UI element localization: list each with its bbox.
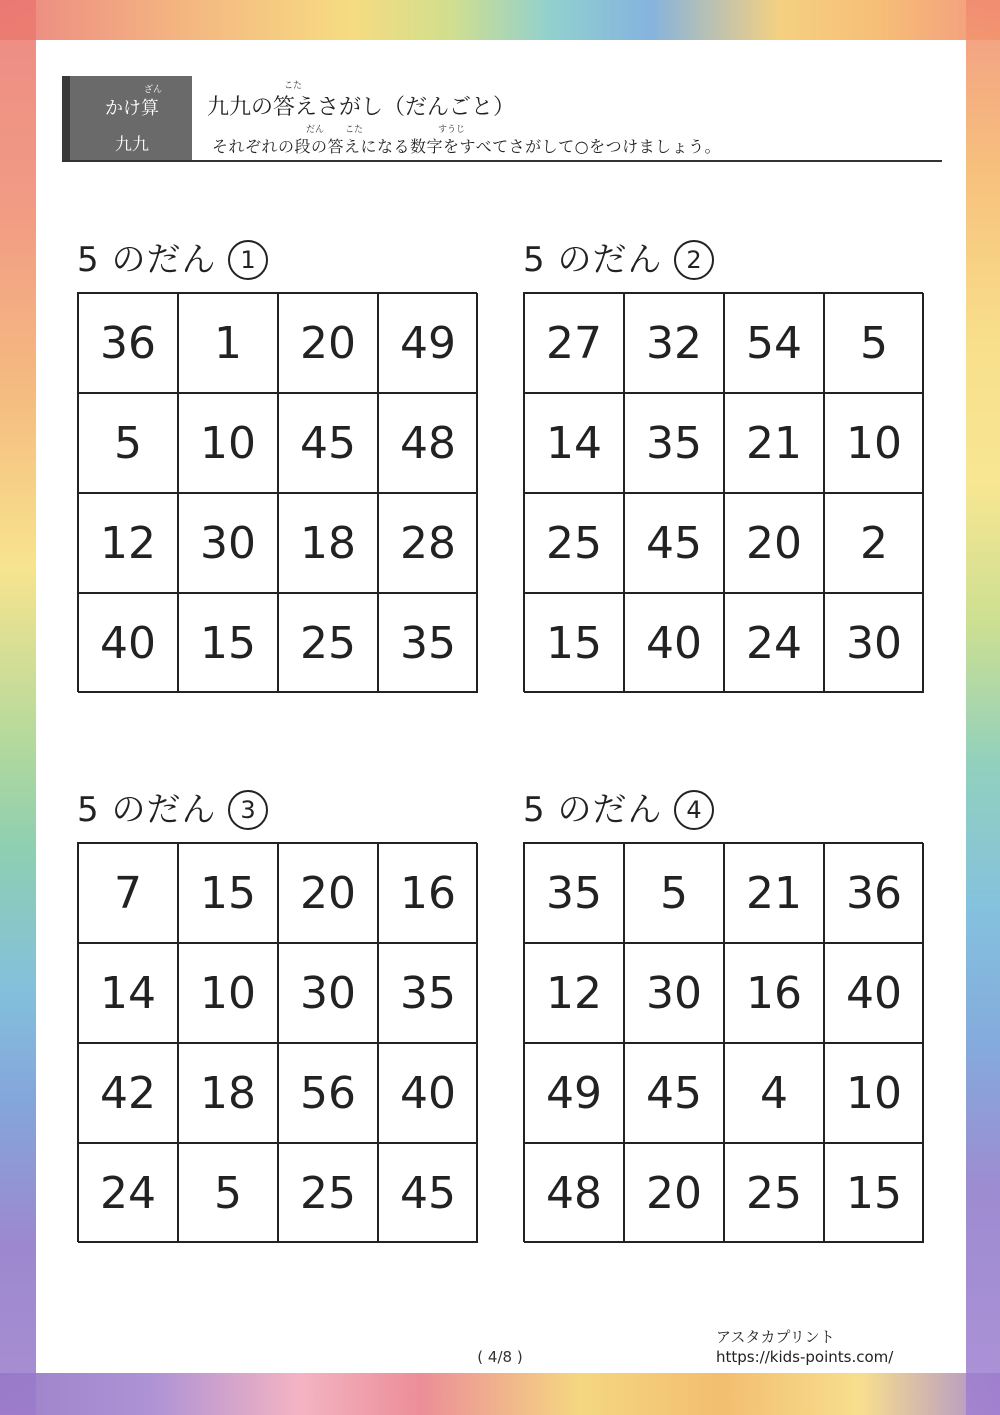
puzzle-title: [77, 232, 268, 281]
grid-cell[interactable]: 21: [724, 843, 824, 943]
rainbow-frame-right: [966, 0, 1000, 1415]
instruction-ruby-dan: だん: [306, 125, 325, 135]
grid-cell[interactable]: 20: [278, 843, 378, 943]
grid-cell[interactable]: 25: [278, 593, 378, 693]
grid-cell[interactable]: 18: [178, 1043, 278, 1143]
grid-cell[interactable]: 27: [524, 293, 624, 393]
grid-cell[interactable]: 48: [378, 393, 478, 493]
puzzle-number-badge: 2: [674, 240, 714, 280]
grid-cell[interactable]: 20: [724, 493, 824, 593]
grid-cell[interactable]: 14: [524, 393, 624, 493]
grid-cell[interactable]: 28: [378, 493, 478, 593]
grid-cell[interactable]: 16: [378, 843, 478, 943]
grid-cell[interactable]: 42: [78, 1043, 178, 1143]
grid-cell[interactable]: 48: [524, 1143, 624, 1243]
grid-cell[interactable]: 5: [178, 1143, 278, 1243]
category-label: かけ算: [105, 98, 159, 119]
grid-cell[interactable]: 30: [824, 593, 924, 693]
grid-cell[interactable]: 15: [524, 593, 624, 693]
grid-cell[interactable]: 24: [78, 1143, 178, 1243]
instruction-ruby-suuji: すうじ: [438, 125, 466, 135]
grid-cell[interactable]: 54: [724, 293, 824, 393]
grid-cell[interactable]: 20: [624, 1143, 724, 1243]
grid-cell[interactable]: 45: [624, 493, 724, 593]
grid-cell[interactable]: 18: [278, 493, 378, 593]
grid-cell[interactable]: 35: [378, 943, 478, 1043]
grid-cell[interactable]: 56: [278, 1043, 378, 1143]
grid-cell[interactable]: 49: [378, 293, 478, 393]
grid-cell[interactable]: 12: [524, 943, 624, 1043]
grid-cell[interactable]: 25: [724, 1143, 824, 1243]
grid-cell[interactable]: 30: [178, 493, 278, 593]
title-ruby: こた: [284, 81, 303, 91]
grid-cell[interactable]: 35: [624, 393, 724, 493]
grid-cell[interactable]: 15: [824, 1143, 924, 1243]
grid-cell[interactable]: 24: [724, 593, 824, 693]
number-grid: [77, 842, 477, 1242]
subcategory-label: 九九: [115, 135, 149, 155]
grid-cell[interactable]: 20: [278, 293, 378, 393]
grid-cell[interactable]: 25: [524, 493, 624, 593]
number-grid: [523, 842, 923, 1242]
grid-cell[interactable]: 36: [78, 293, 178, 393]
rainbow-frame-top: [0, 0, 1000, 40]
instruction-text: それぞれの段の答えになる数字をすべてさがして○をつけましょう。: [212, 137, 722, 156]
brand-name: アスタカプリント: [716, 1328, 835, 1346]
grid-cell[interactable]: 32: [624, 293, 724, 393]
grid-cell[interactable]: 5: [78, 393, 178, 493]
puzzle-title-text: 5 のだん: [77, 790, 217, 830]
instruction-ruby-kota: こた: [345, 125, 364, 135]
puzzle-title: [77, 782, 268, 831]
worksheet-header: [62, 76, 942, 162]
header-divider: [62, 160, 942, 162]
category-tag-bar: [62, 76, 70, 160]
grid-cell[interactable]: 15: [178, 843, 278, 943]
grid-cell[interactable]: 21: [724, 393, 824, 493]
number-grid: [77, 292, 477, 692]
puzzle-number-badge: 4: [674, 790, 714, 830]
grid-cell[interactable]: 36: [824, 843, 924, 943]
grid-cell[interactable]: 15: [178, 593, 278, 693]
grid-cell[interactable]: 25: [278, 1143, 378, 1243]
grid-cell[interactable]: 35: [524, 843, 624, 943]
grid-cell[interactable]: 10: [178, 393, 278, 493]
grid-cell[interactable]: 40: [78, 593, 178, 693]
grid-cell[interactable]: 30: [624, 943, 724, 1043]
grid-cell[interactable]: 14: [78, 943, 178, 1043]
puzzle-title: [523, 782, 714, 831]
rainbow-frame-left: [0, 0, 36, 1415]
grid-cell[interactable]: 5: [624, 843, 724, 943]
grid-cell[interactable]: 4: [724, 1043, 824, 1143]
puzzle-title-text: 5 のだん: [523, 240, 663, 280]
grid-cell[interactable]: 1: [178, 293, 278, 393]
grid-cell[interactable]: 35: [378, 593, 478, 693]
grid-cell[interactable]: 7: [78, 843, 178, 943]
page-number: ( 4/8 ): [477, 1348, 523, 1366]
puzzle-number-badge: 1: [228, 240, 268, 280]
grid-cell[interactable]: 30: [278, 943, 378, 1043]
rainbow-frame-bottom: [0, 1373, 1000, 1415]
page-title: 九九の答えさがし（だんごと）: [207, 95, 516, 120]
grid-cell[interactable]: 2: [824, 493, 924, 593]
grid-cell[interactable]: 40: [824, 943, 924, 1043]
grid-cell[interactable]: 49: [524, 1043, 624, 1143]
puzzle-title: [523, 232, 714, 281]
puzzle-title-text: 5 のだん: [523, 790, 663, 830]
grid-cell[interactable]: 16: [724, 943, 824, 1043]
grid-cell[interactable]: 10: [824, 1043, 924, 1143]
grid-cell[interactable]: 10: [824, 393, 924, 493]
grid-cell[interactable]: 10: [178, 943, 278, 1043]
grid-cell[interactable]: 40: [624, 593, 724, 693]
category-ruby: ざん: [144, 85, 163, 95]
puzzle-title-text: 5 のだん: [77, 240, 217, 280]
grid-cell[interactable]: 5: [824, 293, 924, 393]
grid-cell[interactable]: 45: [378, 1143, 478, 1243]
grid-cell[interactable]: 45: [278, 393, 378, 493]
grid-cell[interactable]: 40: [378, 1043, 478, 1143]
grid-cell[interactable]: 45: [624, 1043, 724, 1143]
category-tag: [62, 76, 192, 160]
grid-cell[interactable]: 12: [78, 493, 178, 593]
puzzle-number-badge: 3: [228, 790, 268, 830]
site-url: https://kids-points.com/: [716, 1348, 894, 1366]
number-grid: [523, 292, 923, 692]
